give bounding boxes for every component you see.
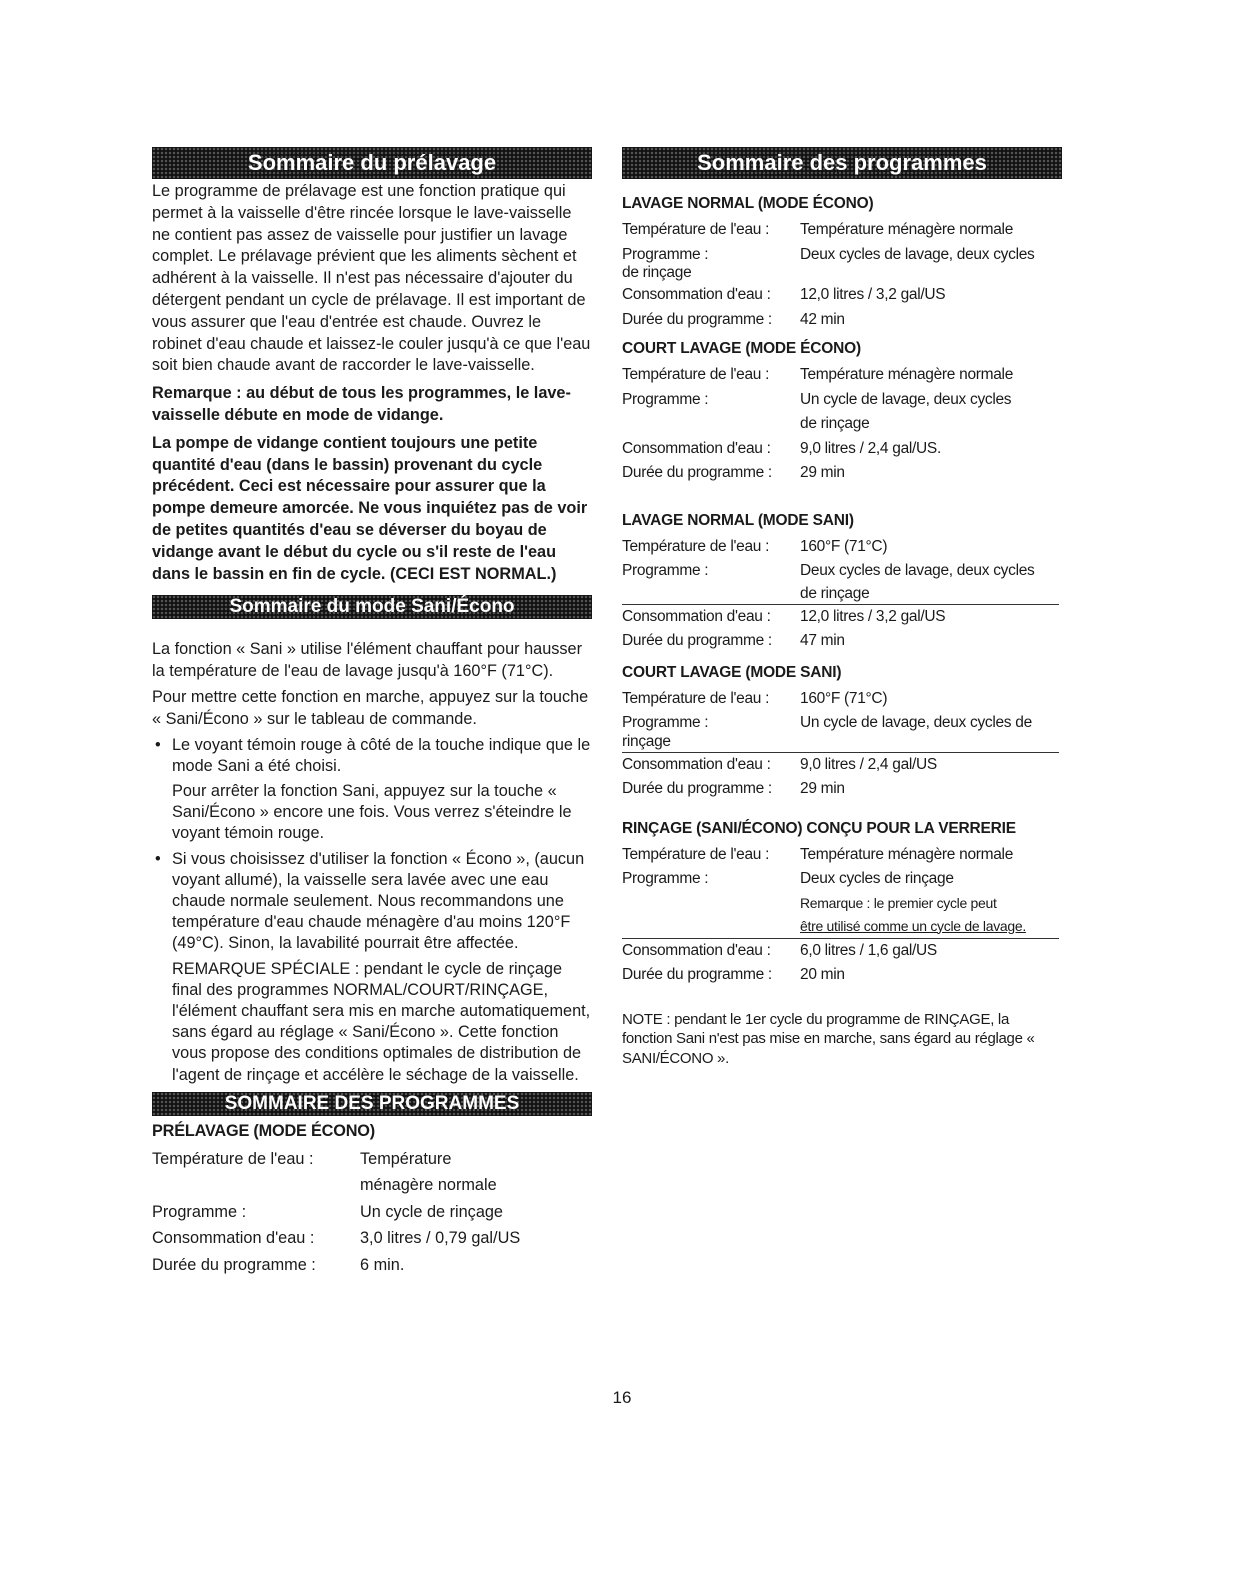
- spec-row: [622, 412, 1062, 437]
- spec-row: [622, 535, 1062, 560]
- spec-label: Consommation d'eau :: [622, 941, 771, 959]
- spec-value: Température ménagère normale: [800, 221, 1014, 238]
- spec-value: 29 min: [800, 780, 845, 797]
- spec-label-empty: [622, 915, 800, 938]
- rinse-note: NOTE : pendant le 1er cycle du programme de RINÇAGE, la fonction Sani n'est pas mise en marche, sans égard au réglage « SANI/ÉCONO ».: [622, 1010, 1035, 1067]
- spec-label: Température de l'eau :: [622, 845, 770, 863]
- spec-row: [622, 283, 1062, 308]
- spec-value-continued: rinçage: [622, 732, 671, 750]
- spec-value: 6,0 litres / 1,6 gal/US: [800, 941, 937, 959]
- sani-activation: Pour mettre cette fonction en marche, appuyez sur la touche « Sani/Écono » sur le tableau de commande.: [152, 687, 589, 728]
- spec-row: [622, 711, 1062, 736]
- spec-label: Température de l'eau :: [622, 221, 770, 238]
- right-column: [622, 147, 1062, 1068]
- spec-label: Température de l'eau :: [622, 366, 770, 383]
- spec-row: [622, 963, 1062, 988]
- spec-row: [622, 308, 1062, 333]
- spec-label: Programme :: [152, 1202, 247, 1221]
- spec-row: [622, 892, 1062, 915]
- spec-row: [622, 584, 1062, 604]
- spec-value: 9,0 litres / 2,4 gal/US.: [800, 439, 941, 457]
- spec-row: [622, 843, 1062, 868]
- spec-value: Un cycle de rinçage: [360, 1202, 503, 1221]
- spec-label: Température de l'eau :: [622, 689, 770, 707]
- spec-label-empty: [622, 584, 800, 604]
- spec-label: Programme :: [622, 245, 709, 263]
- left-column: [152, 147, 592, 1278]
- econo-bullet-list: [152, 849, 592, 955]
- spec-label: Consommation d'eau :: [622, 607, 771, 625]
- programs-summary-banner: SOMMAIRE DES PROGRAMMES: [152, 1092, 592, 1116]
- spec-row: [622, 753, 1062, 778]
- prewash-description: Le programme de prélavage est une fonction pratique qui permet à la vaisselle d'être rincée lorsque le lave-vaisselle ne contient pas assez de vaisselle pour justifier un lavage complet. Le prélavage prévient que les aliments sèchent et adhérent à la vaisselle. Il n'est pas nécessaire d'ajouter du détergent pendant un cycle de prélavage. Il est important de vous assurer que l'eau d'entrée est chaude. Ouvrez le robinet d'eau chaude et laissez-le couler jusqu'à ce que l'eau soit bien chaude avant de raccorder le lave-vaisselle.: [152, 182, 591, 375]
- spec-value: 160°F (71°C): [800, 689, 888, 707]
- spec-value: 12,0 litres / 3,2 gal/US: [800, 607, 946, 625]
- spec-value: Deux cycles de rinçage: [800, 870, 954, 887]
- spec-row: [622, 867, 1062, 892]
- spec-row: [622, 915, 1062, 938]
- spec-value-note: Remarque : le premier cycle peut: [800, 894, 997, 911]
- spec-label: Programme :: [622, 714, 709, 731]
- spec-label: Durée du programme :: [152, 1255, 316, 1274]
- spec-label: Durée du programme :: [622, 966, 772, 983]
- drain-mode-remark: Remarque : au début de tous les programmes, le lave-vaisselle débute en mode de vidange.: [152, 384, 571, 424]
- program-title: RINÇAGE (SANI/ÉCONO) CONÇU POUR LA VERRERIE: [622, 819, 1016, 837]
- spec-value-note: être utilisé comme un cycle de lavage.: [800, 917, 1026, 934]
- spec-row: [622, 777, 1062, 802]
- spec-row: [152, 1146, 592, 1199]
- spec-value: 6 min.: [360, 1255, 405, 1274]
- spec-row: [622, 605, 1062, 630]
- spec-value: 42 min: [800, 310, 845, 328]
- spec-label-empty: [622, 412, 800, 437]
- spec-label: Durée du programme :: [622, 310, 772, 328]
- program-title: LAVAGE NORMAL (MODE ÉCONO): [622, 195, 874, 212]
- spec-row: [622, 218, 1062, 243]
- spec-label: Durée du programme :: [622, 464, 772, 481]
- spec-label: Consommation d'eau :: [152, 1229, 315, 1248]
- spec-row: [622, 687, 1062, 712]
- spec-row: [622, 629, 1062, 654]
- spec-value: 9,0 litres / 2,4 gal/US: [800, 755, 937, 773]
- spec-row: [152, 1199, 592, 1226]
- spec-value: 3,0 litres / 0,79 gal/US: [360, 1229, 521, 1248]
- prewash-program-title: PRÉLAVAGE (MODE ÉCONO): [152, 1121, 375, 1140]
- sani-bullet-list: [152, 735, 592, 777]
- prewash-summary-banner: Sommaire du prélavage: [152, 147, 592, 179]
- spec-value: 29 min: [800, 464, 845, 481]
- spec-row: [622, 559, 1062, 584]
- program-title: LAVAGE NORMAL (MODE SANI): [622, 511, 854, 529]
- spec-value: 12,0 litres / 3,2 gal/US: [800, 286, 946, 303]
- page-number: 16: [612, 1388, 632, 1407]
- spec-row: [622, 939, 1062, 964]
- spec-row: [622, 437, 1062, 462]
- program-title: COURT LAVAGE (MODE ÉCONO): [622, 340, 861, 357]
- spec-value: 160°F (71°C): [800, 537, 888, 555]
- spec-value: Température ménagère normale: [800, 366, 1014, 383]
- spec-label: Température de l'eau :: [152, 1149, 314, 1168]
- drain-pump-note: La pompe de vidange contient toujours une petite quantité d'eau (dans le bassin) provenant du cycle précédent. Ceci est nécessaire pour assurer que la pompe demeure amorcée. Ne vous inquiétez pas de voir de petites quantités d'eau se déverser du boyau de vidange avant le début du cycle ou s'il reste de l'eau dans le bassin en fin de cycle. (CECI EST NORMAL.): [152, 433, 588, 583]
- spec-value: Deux cycles de lavage, deux cycles: [800, 245, 1035, 263]
- sani-description: La fonction « Sani » utilise l'élément chauffant pour hausser la température de l'eau de lavage jusqu'à 160°F (71°C).: [152, 640, 583, 681]
- spec-row: [622, 388, 1062, 413]
- spec-label: Durée du programme :: [622, 632, 772, 649]
- spec-value: Deux cycles de lavage, deux cycles: [800, 562, 1035, 579]
- spec-label: Programme :: [622, 870, 709, 887]
- list-item: • Si vous choisissez d'utiliser la fonction « Écono », (aucun voyant allumé), la vaisselle sera lavée avec une eau chaude normale seulement. Nous recommandons une température d'eau chaude ménagère d'au moins 120°F (49°C). Sinon, la lavabilité pourrait être affectée.: [152, 849, 592, 955]
- spec-label: Température de l'eau :: [622, 537, 770, 555]
- spec-label: Programme :: [622, 390, 709, 408]
- spec-value: 47 min: [800, 632, 845, 649]
- spec-label-empty: [622, 892, 800, 915]
- spec-row: [152, 1252, 592, 1279]
- spec-value-continued: de rinçage: [622, 264, 692, 281]
- spec-label: Durée du programme :: [622, 780, 772, 797]
- spec-value: 20 min: [800, 966, 845, 983]
- special-remark: REMARQUE SPÉCIALE : pendant le cycle de rinçage final des programmes NORMAL/COURT/RINÇAGE, l'élément chauffant sera mis en marche automatiquement, sans égard au réglage « Sani/Écono ». Cette fonction vous propose des conditions optimales de distribution de l'agent de rinçage et accélère le séchage de la vaisselle.: [172, 959, 591, 1084]
- spec-label: Consommation d'eau :: [622, 286, 771, 303]
- spec-value-continued: de rinçage: [800, 584, 870, 602]
- spec-value: Température ménagère normale: [360, 1149, 497, 1195]
- programs-banner: Sommaire des programmes: [622, 147, 1062, 179]
- spec-value: Un cycle de lavage, deux cycles: [800, 390, 1012, 408]
- sani-stop-instructions: Pour arrêter la fonction Sani, appuyez sur la touche « Sani/Écono » encore une fois. Vous verrez s'éteindre le voyant témoin rouge.: [172, 781, 572, 843]
- spec-label: Programme :: [622, 562, 709, 579]
- spec-label: Consommation d'eau :: [622, 755, 771, 773]
- list-item: • Le voyant témoin rouge à côté de la touche indique que le mode Sani a été choisi.: [152, 735, 592, 777]
- program-title: COURT LAVAGE (MODE SANI): [622, 663, 842, 681]
- sani-econo-banner: Sommaire du mode Sani/Écono: [152, 595, 592, 619]
- spec-label: Consommation d'eau :: [622, 439, 771, 457]
- spec-value: Un cycle de lavage, deux cycles de: [800, 714, 1032, 731]
- spec-value-continued: de rinçage: [800, 415, 870, 432]
- spec-row: [152, 1225, 592, 1252]
- spec-row: [622, 461, 1062, 486]
- spec-row: [622, 363, 1062, 388]
- spec-value: Température ménagère normale: [800, 845, 1014, 863]
